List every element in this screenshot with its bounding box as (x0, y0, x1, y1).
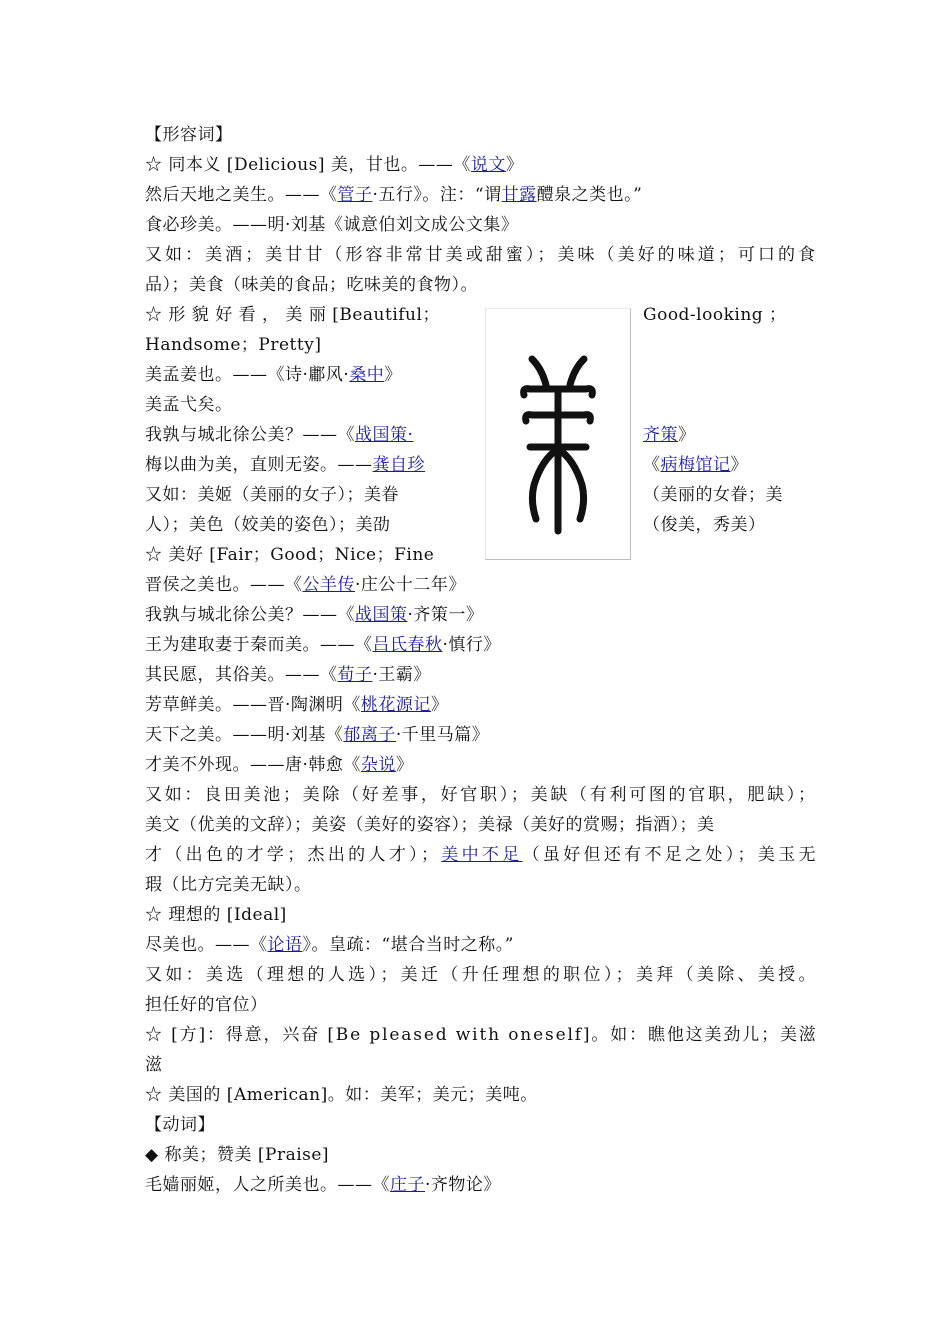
text-span: ☆ [方]：得意，兴奋 [Be pleased with oneself]。如：瞧他这美劲儿；美滋 (145, 1025, 818, 1045)
text-line (145, 120, 233, 150)
text-span: ·慎行》 (442, 635, 501, 655)
text-span: Handsome；Pretty] (145, 335, 322, 355)
right-text-line (643, 300, 787, 330)
text-line (145, 150, 523, 180)
text-span: （虽好但还有不足之处）；美玉无 (522, 845, 819, 865)
reference-link[interactable]: 说文 (470, 155, 506, 175)
text-line (145, 180, 642, 210)
text-span: 然后天地之美生。——《 (145, 185, 338, 205)
text-span: ☆ 美好 [Fair；Good；Nice；Fine (145, 545, 435, 565)
seal-script-image (485, 308, 631, 560)
text-span: 又如：美姬（美丽的女子）；美眷 (145, 485, 399, 505)
text-span: 》 (505, 155, 524, 175)
reference-link[interactable]: 美中不足 (441, 845, 523, 865)
text-line (145, 300, 440, 330)
text-line (145, 780, 818, 810)
text-span: 又如：良田美池；美除（好差事，好官职）；美缺（有利可图的官职，肥缺）； (145, 785, 818, 805)
text-span: 王为建取妻于秦而美。——《 (145, 635, 373, 655)
text-span: 担任好的官位） (145, 995, 268, 1015)
text-line (145, 540, 434, 570)
text-span: 我孰与城北徐公美？——《 (145, 605, 355, 625)
text-span: 瑕（比方完美无缺）。 (145, 875, 312, 895)
text-line (145, 660, 431, 690)
text-span: 美孟姜也。——《诗·鄘风· (145, 365, 350, 385)
text-line (145, 1080, 538, 1110)
text-span: 美孟弋矣。 (145, 395, 233, 415)
reference-link[interactable]: 公羊传 (302, 575, 355, 595)
text-span: ·齐策一》 (407, 605, 484, 625)
right-text-line (643, 450, 748, 480)
text-line (145, 810, 715, 840)
text-span: 天下之美。——明·刘基《 (145, 725, 344, 745)
reference-link[interactable]: 杂说 (360, 755, 396, 775)
reference-link[interactable]: 病梅馆记 (660, 455, 731, 475)
text-line (145, 720, 489, 750)
text-span: 》 (430, 695, 449, 715)
text-line (145, 450, 425, 480)
text-line (145, 480, 399, 510)
text-line (145, 420, 413, 450)
text-span: ·五行》。注：“谓 (372, 185, 502, 205)
text-line (145, 1050, 163, 1080)
text-line (145, 360, 402, 390)
text-line (145, 1020, 818, 1050)
text-span: 才美不外现。——唐·韩愈《 (145, 755, 361, 775)
text-span: （俊美，秀美） (643, 515, 766, 535)
text-line (145, 1140, 329, 1170)
text-line (145, 330, 321, 360)
text-line (145, 510, 391, 540)
text-line (145, 240, 818, 270)
text-span: 尽美也。——《 (145, 935, 268, 955)
text-span: 晋侯之美也。——《 (145, 575, 303, 595)
reference-link[interactable]: 桑中 (349, 365, 385, 385)
text-span: （美丽的女眷；美 (643, 485, 783, 505)
text-span: ·千里马篇》 (395, 725, 490, 745)
text-line (145, 270, 478, 300)
text-line (145, 630, 501, 660)
text-line (145, 900, 287, 930)
text-span: 【形容词】 (145, 125, 233, 145)
text-line (145, 1170, 501, 1200)
text-span: ☆ 同本义 [Delicious] 美，甘也。——《 (145, 155, 471, 175)
text-span: ·王霸》 (372, 665, 431, 685)
text-line (145, 600, 483, 630)
text-span: 又如：美酒；美甘甘（形容非常甘美或甜蜜）；美味（美好的味道；可口的食 (145, 245, 819, 265)
text-span: Good-looking ； (643, 305, 787, 325)
reference-link[interactable]: 论语 (267, 935, 303, 955)
reference-link[interactable]: 吕氏春秋 (372, 635, 443, 655)
text-line (145, 1110, 215, 1140)
text-span: 芳草鲜美。——晋·陶渊明《 (145, 695, 361, 715)
text-line (145, 210, 518, 240)
text-span: 【动词】 (145, 1115, 215, 1135)
reference-link[interactable]: 战国策· (355, 425, 414, 445)
text-line (145, 870, 312, 900)
text-span: 人）；美色（姣美的姿色）；美劭 (145, 515, 391, 535)
reference-link[interactable]: 荀子 (337, 665, 373, 685)
reference-link[interactable]: 甘露 (501, 185, 537, 205)
text-span: 滋 (145, 1055, 163, 1075)
reference-link[interactable]: 战国策 (355, 605, 408, 625)
text-span: 才（出色的才学；杰出的人才）； (145, 845, 442, 865)
text-span: 美文（优美的文辞）；美姿（美好的姿容）；美禄（美好的赏赐；指酒）；美 (145, 815, 715, 835)
text-line (145, 960, 819, 990)
text-span: 又如：美选（理想的人选）；美迁（升任理想的职位）；美拜（美除、美授。 (145, 965, 819, 985)
text-line (145, 990, 268, 1020)
reference-link[interactable]: 管子 (337, 185, 373, 205)
text-line (145, 390, 233, 420)
text-span: 醴泉之类也。” (536, 185, 643, 205)
text-span: 品）；美食（味美的食品；吃味美的食物）。 (145, 275, 478, 295)
text-line (145, 570, 466, 600)
text-line (145, 840, 819, 870)
text-span: 梅以曲为美，直则无姿。—— (145, 455, 373, 475)
right-text-line (643, 510, 766, 540)
reference-link[interactable]: 齐策 (643, 425, 678, 445)
text-span: 其民愿，其俗美。——《 (145, 665, 338, 685)
text-span: 食必珍美。——明·刘基《诚意伯刘文成公文集》 (145, 215, 519, 235)
text-span: 》 (678, 425, 696, 445)
text-span: ·庄公十二年》 (355, 575, 466, 595)
text-span: 》。皇疏：“堪合当时之称。” (302, 935, 514, 955)
text-span: 我孰与城北徐公美？——《 (145, 425, 355, 445)
text-span: 》 (384, 365, 402, 385)
seal-script-mei-icon (486, 309, 630, 559)
text-line (145, 690, 448, 720)
text-span: ·齐物论》 (425, 1175, 501, 1195)
reference-link[interactable]: 庄子 (390, 1175, 425, 1195)
text-span: 》 (395, 755, 414, 775)
reference-link[interactable]: 龚自珍 (372, 455, 425, 475)
text-span: ☆ 美国的 [American]。如：美军；美元；美吨。 (145, 1085, 538, 1105)
text-span: 《 (643, 455, 661, 475)
right-text-line (643, 480, 783, 510)
text-span: ☆ 形 貌 好 看 ， 美 丽 [Beautiful； (145, 305, 440, 325)
reference-link[interactable]: 郁离子 (343, 725, 396, 745)
text-line (145, 930, 514, 960)
text-span: ☆ 理想的 [Ideal] (145, 905, 287, 925)
text-span: ◆ 称美；赞美 [Praise] (145, 1145, 330, 1165)
text-span: 》 (730, 455, 748, 475)
text-line (145, 750, 413, 780)
text-span: 毛嫱丽姬，人之所美也。——《 (145, 1175, 390, 1195)
reference-link[interactable]: 桃花源记 (360, 695, 431, 715)
right-text-line (643, 420, 696, 450)
